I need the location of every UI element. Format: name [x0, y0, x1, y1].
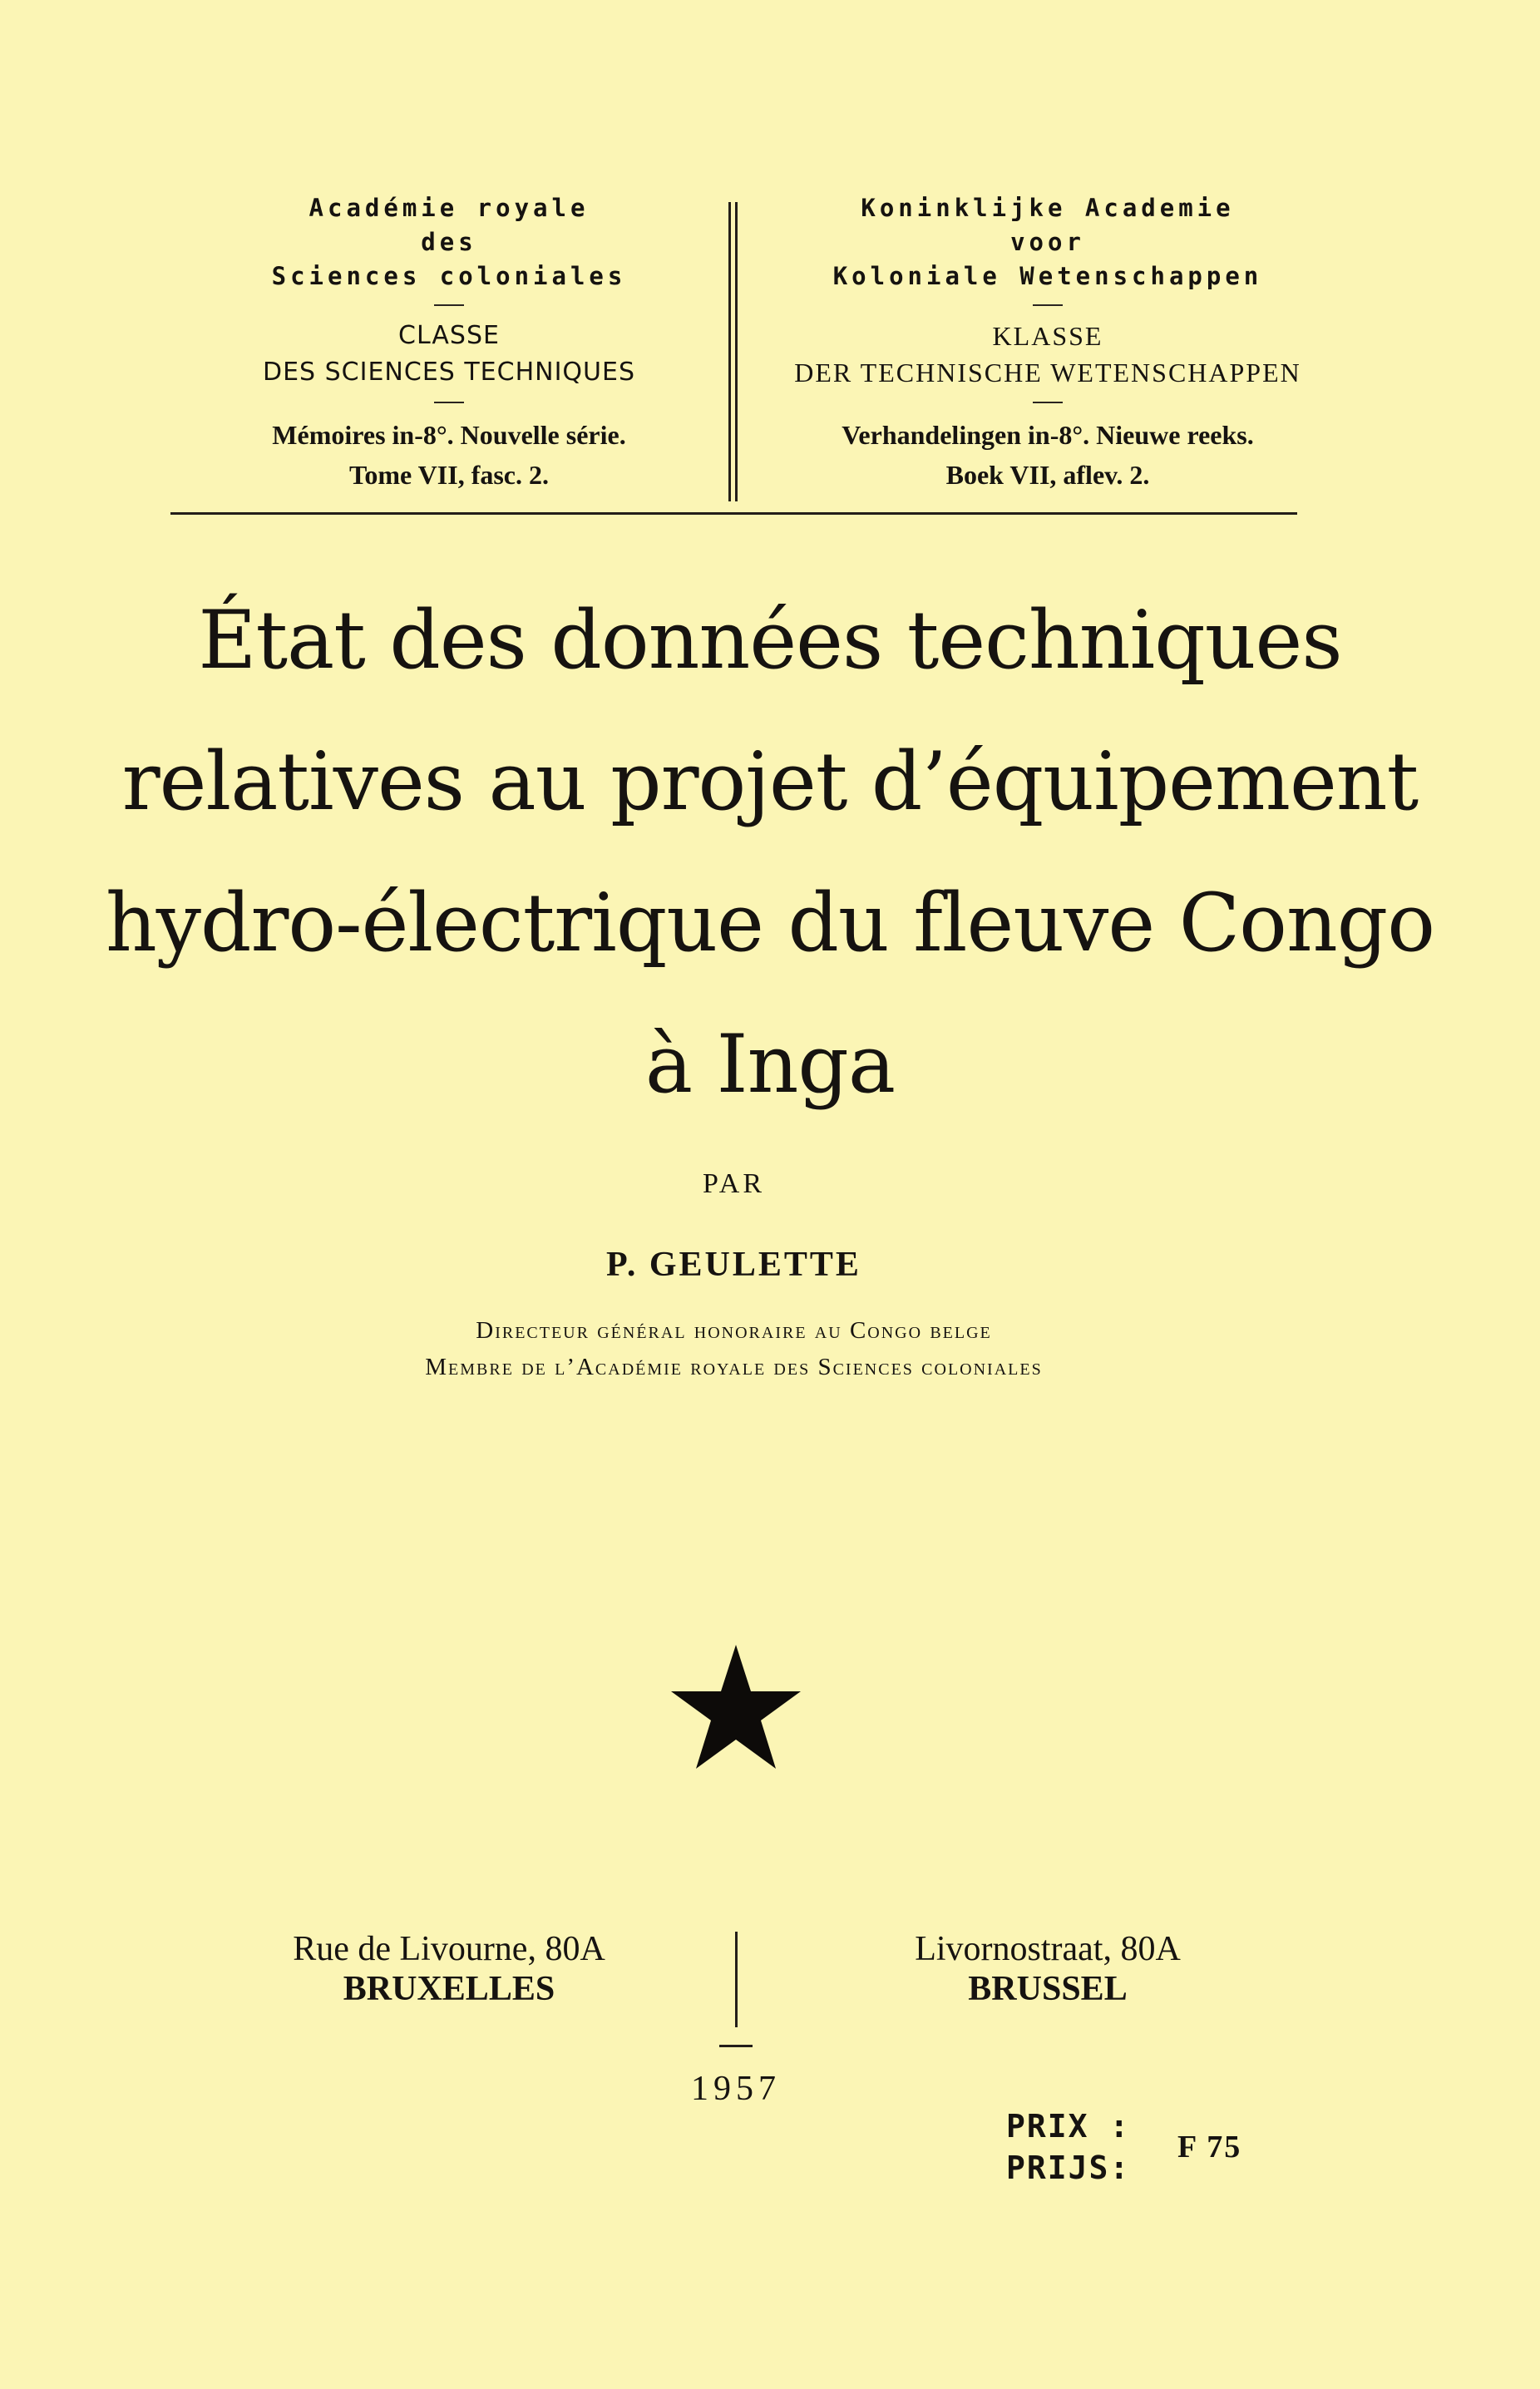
classe-fr-line2: DES SCIENCES TECHNIQUES — [263, 358, 635, 387]
author-role-line2: Membre de l’Académie royale des Sciences coloniales — [425, 1354, 1043, 1380]
separator-dash — [1033, 402, 1063, 403]
publication-year: 1957 — [691, 2070, 781, 2108]
header-divider-left — [728, 202, 731, 501]
address-nl — [748, 1929, 1347, 2009]
academy-name-nl-line1: Koninklijke Academie — [861, 194, 1235, 222]
par-label: PAR — [702, 1168, 766, 1199]
academy-name-fr-line1: Académie royale — [308, 194, 590, 222]
author-roles — [0, 1312, 1468, 1385]
address-fr — [166, 1929, 732, 2009]
academy-name-nl-line2: voor — [1010, 228, 1085, 256]
price-value: F 75 — [1177, 2130, 1242, 2164]
price-label-fr: PRIX : — [1006, 2108, 1131, 2145]
academy-name-fr-line3: Sciences coloniales — [271, 262, 627, 290]
separator-dash — [1033, 304, 1063, 306]
academy-name-fr-line2: des — [421, 228, 477, 256]
year-dash — [719, 2045, 753, 2047]
address-nl-street: Livornostraat, 80A — [915, 1930, 1181, 1968]
title-line1: État des données techniques — [198, 594, 1342, 687]
header-divider-right — [735, 202, 738, 501]
classe-nl-line1: KLASSE — [992, 321, 1103, 351]
classe-fr-line1: CLASSE — [398, 321, 500, 350]
title-line2: relatives au projet d’équipement — [121, 735, 1419, 828]
star-icon — [669, 1645, 802, 1771]
price-label-nl: PRIJS: — [1006, 2150, 1131, 2186]
series-nl-line1: Verhandelingen in-8°. Nieuwe reeks. — [842, 420, 1254, 450]
classe-nl-line2: DER TECHNISCHE WETENSCHAPPEN — [794, 358, 1301, 387]
footer-divider — [735, 1932, 738, 2027]
address-nl-city: BRUSSEL — [968, 1970, 1128, 2008]
series-fr-line1: Mémoires in-8°. Nouvelle série. — [272, 420, 626, 450]
title-line4: à Inga — [644, 1018, 896, 1111]
title-line3: hydro-électrique du fleuve Congo — [105, 876, 1435, 970]
author-name: P. GEULETTE — [606, 1246, 861, 1284]
price-labels — [1006, 2105, 1130, 2189]
header-rule — [170, 512, 1297, 515]
separator-dash — [434, 304, 464, 306]
address-fr-street: Rue de Livourne, 80A — [293, 1930, 605, 1968]
academy-name-nl-line3: Koloniale Wetenschappen — [832, 262, 1263, 290]
series-fr-line2: Tome VII, fasc. 2. — [348, 460, 549, 490]
series-nl-line2: Boek VII, aflev. 2. — [945, 460, 1150, 490]
header-left — [166, 191, 732, 495]
header-right — [748, 191, 1347, 495]
author-role-line1: Directeur général honoraire au Congo belge — [476, 1317, 992, 1344]
separator-dash — [434, 402, 464, 403]
address-fr-city: BRUXELLES — [343, 1970, 555, 2008]
